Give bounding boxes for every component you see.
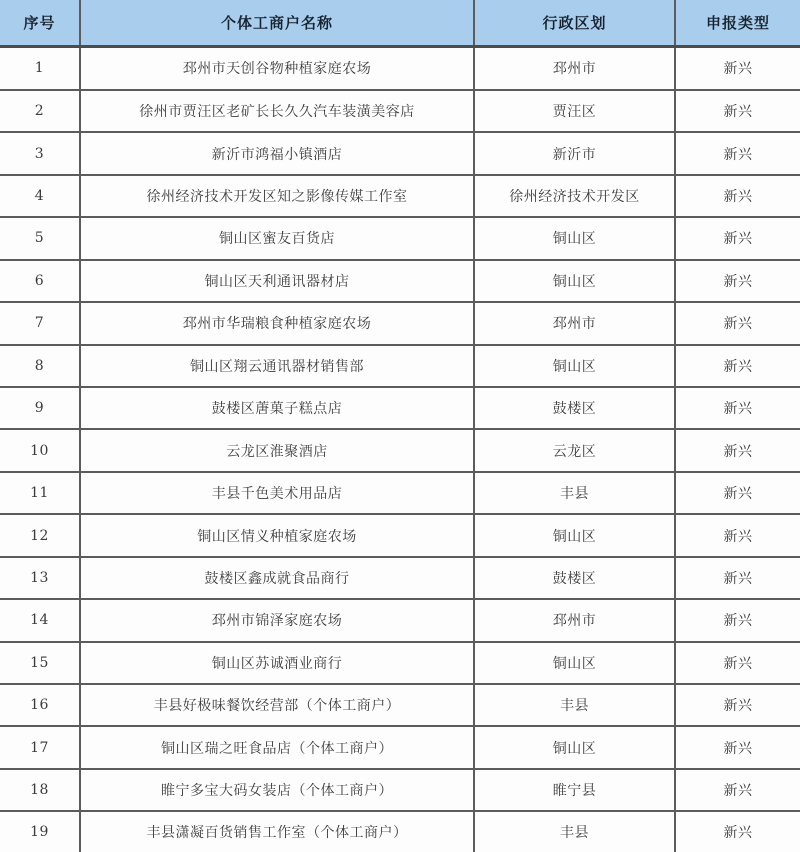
cell-admin-division: 邳州市 bbox=[474, 302, 675, 344]
table-row bbox=[0, 47, 800, 90]
cell-admin-division: 铜山区 bbox=[474, 260, 675, 302]
table-row bbox=[0, 726, 800, 768]
cell-declaration-type: 新兴 bbox=[675, 132, 800, 174]
table-row bbox=[0, 302, 800, 344]
cell-declaration-type: 新兴 bbox=[675, 217, 800, 259]
cell-declaration-type: 新兴 bbox=[675, 302, 800, 344]
cell-admin-division: 贾汪区 bbox=[474, 90, 675, 132]
cell-business-name: 铜山区苏诚酒业商行 bbox=[80, 642, 474, 684]
header-serial-number: 序号 bbox=[0, 0, 80, 47]
cell-declaration-type: 新兴 bbox=[675, 811, 800, 852]
cell-declaration-type: 新兴 bbox=[675, 345, 800, 387]
cell-business-name: 铜山区情义种植家庭农场 bbox=[80, 514, 474, 556]
cell-admin-division: 铜山区 bbox=[474, 642, 675, 684]
cell-business-name: 铜山区蜜友百货店 bbox=[80, 217, 474, 259]
cell-declaration-type: 新兴 bbox=[675, 769, 800, 811]
cell-declaration-type: 新兴 bbox=[675, 47, 800, 90]
cell-admin-division: 鼓楼区 bbox=[474, 557, 675, 599]
cell-declaration-type: 新兴 bbox=[675, 387, 800, 429]
cell-business-name: 丰县潇凝百货销售工作室（个体工商户） bbox=[80, 811, 474, 852]
cell-admin-division: 铜山区 bbox=[474, 726, 675, 768]
cell-serial-number: 6 bbox=[0, 260, 80, 302]
cell-admin-division: 丰县 bbox=[474, 684, 675, 726]
cell-business-name: 睢宁多宝大码女装店（个体工商户） bbox=[80, 769, 474, 811]
table-row bbox=[0, 90, 800, 132]
header-declaration-type: 申报类型 bbox=[675, 0, 800, 47]
cell-serial-number: 4 bbox=[0, 175, 80, 217]
cell-serial-number: 10 bbox=[0, 429, 80, 471]
cell-serial-number: 17 bbox=[0, 726, 80, 768]
table-row bbox=[0, 769, 800, 811]
cell-serial-number: 18 bbox=[0, 769, 80, 811]
cell-serial-number: 11 bbox=[0, 472, 80, 514]
cell-admin-division: 邳州市 bbox=[474, 47, 675, 90]
cell-admin-division: 徐州经济技术开发区 bbox=[474, 175, 675, 217]
table-row bbox=[0, 514, 800, 556]
cell-declaration-type: 新兴 bbox=[675, 175, 800, 217]
cell-serial-number: 5 bbox=[0, 217, 80, 259]
cell-business-name: 徐州经济技术开发区知之影像传媒工作室 bbox=[80, 175, 474, 217]
cell-admin-division: 铜山区 bbox=[474, 217, 675, 259]
cell-business-name: 丰县千色美术用品店 bbox=[80, 472, 474, 514]
cell-serial-number: 19 bbox=[0, 811, 80, 852]
cell-admin-division: 丰县 bbox=[474, 472, 675, 514]
cell-business-name: 铜山区翔云通讯器材销售部 bbox=[80, 345, 474, 387]
cell-serial-number: 1 bbox=[0, 47, 80, 90]
cell-declaration-type: 新兴 bbox=[675, 726, 800, 768]
table-row bbox=[0, 345, 800, 387]
header-business-name: 个体工商户名称 bbox=[80, 0, 474, 47]
cell-business-name: 鼓楼区鑫成就食品商行 bbox=[80, 557, 474, 599]
cell-serial-number: 12 bbox=[0, 514, 80, 556]
cell-business-name: 丰县好极味餐饮经营部（个体工商户） bbox=[80, 684, 474, 726]
cell-declaration-type: 新兴 bbox=[675, 260, 800, 302]
cell-admin-division: 邳州市 bbox=[474, 599, 675, 641]
table-row bbox=[0, 175, 800, 217]
cell-admin-division: 新沂市 bbox=[474, 132, 675, 174]
table-row bbox=[0, 429, 800, 471]
cell-declaration-type: 新兴 bbox=[675, 684, 800, 726]
cell-business-name: 邳州市华瑞粮食种植家庭农场 bbox=[80, 302, 474, 344]
cell-serial-number: 14 bbox=[0, 599, 80, 641]
table-row bbox=[0, 642, 800, 684]
cell-serial-number: 9 bbox=[0, 387, 80, 429]
table-body bbox=[0, 47, 800, 852]
cell-admin-division: 丰县 bbox=[474, 811, 675, 852]
cell-declaration-type: 新兴 bbox=[675, 514, 800, 556]
cell-declaration-type: 新兴 bbox=[675, 90, 800, 132]
cell-declaration-type: 新兴 bbox=[675, 429, 800, 471]
cell-declaration-type: 新兴 bbox=[675, 642, 800, 684]
table-row bbox=[0, 387, 800, 429]
cell-admin-division: 睢宁县 bbox=[474, 769, 675, 811]
table-row bbox=[0, 599, 800, 641]
cell-business-name: 铜山区瑞之旺食品店（个体工商户） bbox=[80, 726, 474, 768]
cell-serial-number: 16 bbox=[0, 684, 80, 726]
cell-declaration-type: 新兴 bbox=[675, 599, 800, 641]
table-row bbox=[0, 260, 800, 302]
table-row bbox=[0, 684, 800, 726]
cell-business-name: 徐州市贾汪区老矿长长久久汽车装潢美容店 bbox=[80, 90, 474, 132]
cell-declaration-type: 新兴 bbox=[675, 557, 800, 599]
header-admin-division: 行政区划 bbox=[474, 0, 675, 47]
table-row bbox=[0, 557, 800, 599]
table-header-row bbox=[0, 0, 800, 47]
cell-admin-division: 鼓楼区 bbox=[474, 387, 675, 429]
table-row bbox=[0, 811, 800, 852]
cell-admin-division: 铜山区 bbox=[474, 514, 675, 556]
cell-admin-division: 云龙区 bbox=[474, 429, 675, 471]
cell-business-name: 邳州市锦泽家庭农场 bbox=[80, 599, 474, 641]
cell-serial-number: 13 bbox=[0, 557, 80, 599]
cell-declaration-type: 新兴 bbox=[675, 472, 800, 514]
table-row bbox=[0, 217, 800, 259]
cell-business-name: 邳州市天创谷物种植家庭农场 bbox=[80, 47, 474, 90]
table-row bbox=[0, 472, 800, 514]
cell-business-name: 铜山区天利通讯器材店 bbox=[80, 260, 474, 302]
table-row bbox=[0, 132, 800, 174]
cell-serial-number: 2 bbox=[0, 90, 80, 132]
cell-admin-division: 铜山区 bbox=[474, 345, 675, 387]
cell-serial-number: 3 bbox=[0, 132, 80, 174]
cell-serial-number: 15 bbox=[0, 642, 80, 684]
cell-business-name: 云龙区淮聚酒店 bbox=[80, 429, 474, 471]
cell-business-name: 鼓楼区蓎菓子糕点店 bbox=[80, 387, 474, 429]
cell-serial-number: 7 bbox=[0, 302, 80, 344]
cell-serial-number: 8 bbox=[0, 345, 80, 387]
cell-business-name: 新沂市鸿福小镇酒店 bbox=[80, 132, 474, 174]
